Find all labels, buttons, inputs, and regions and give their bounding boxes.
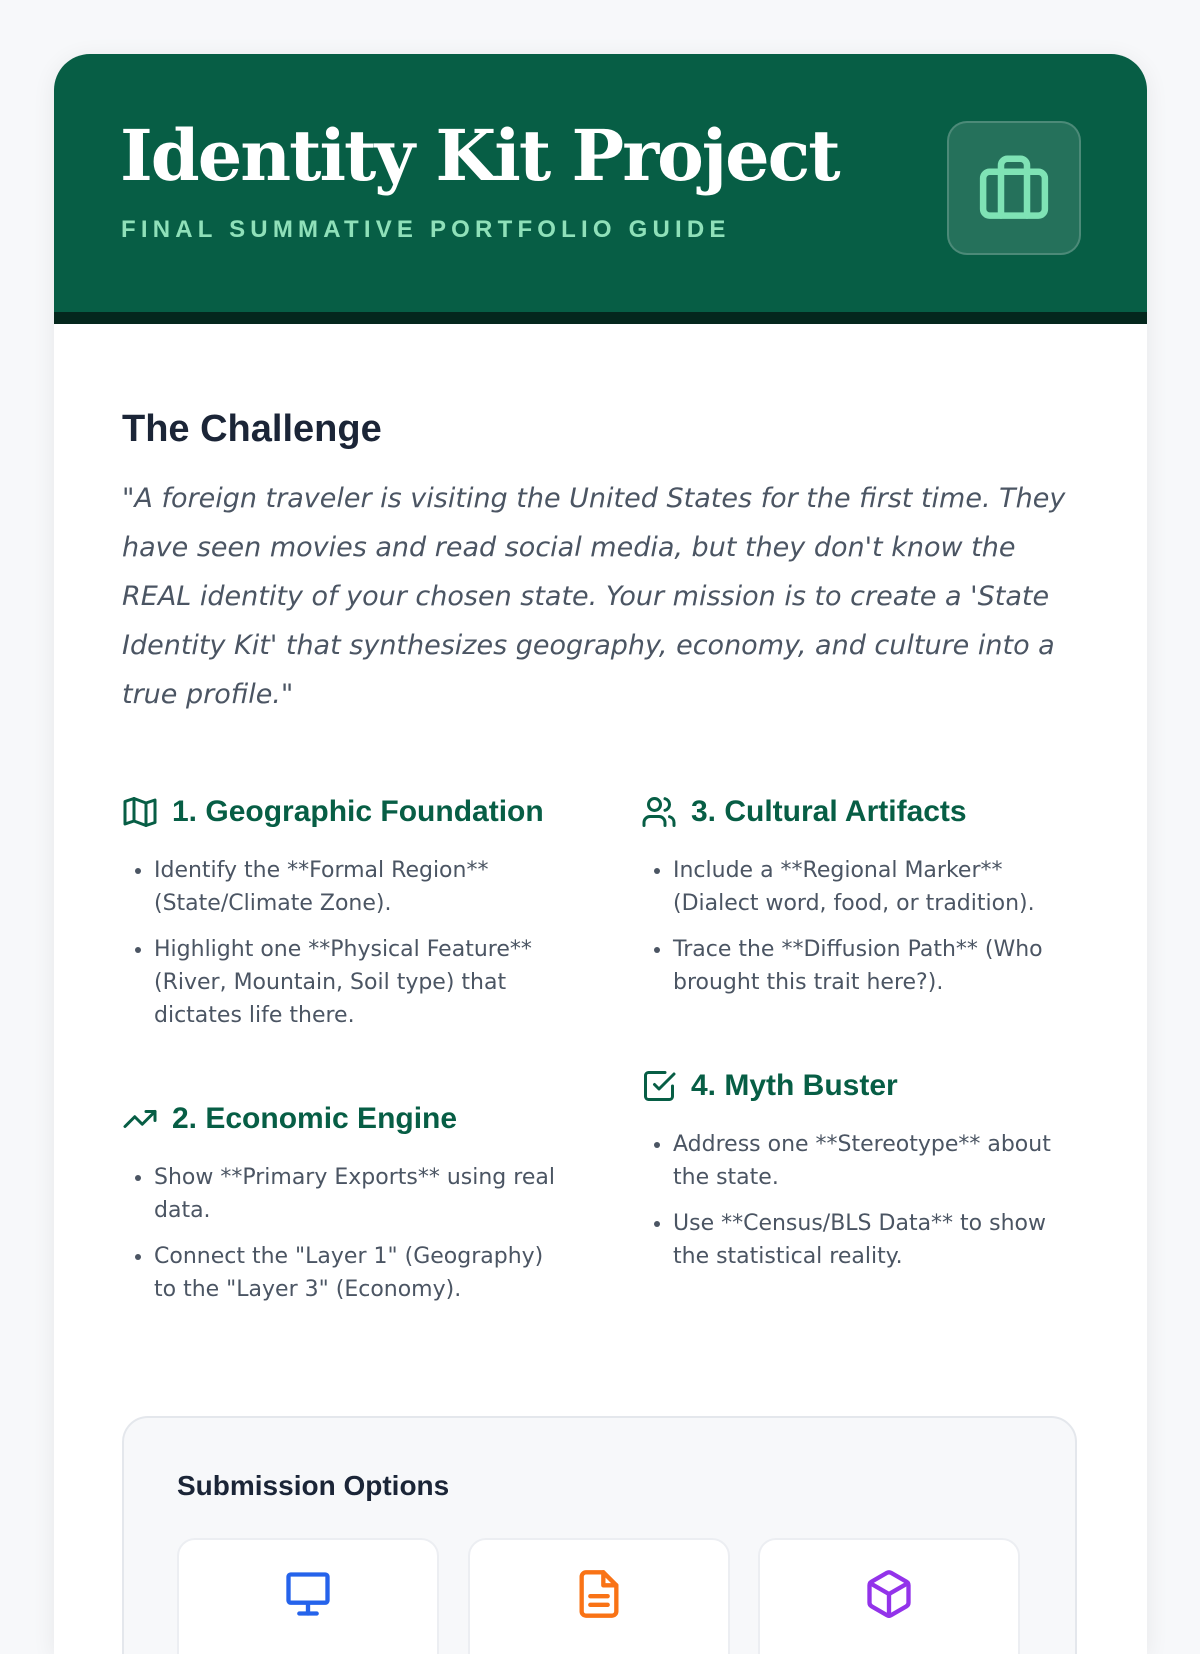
briefcase-icon bbox=[975, 149, 1053, 227]
list-item: • Identify the **Formal Region** (State/Climate Zone). bbox=[154, 854, 562, 920]
box-icon bbox=[863, 1568, 915, 1620]
header-banner bbox=[54, 54, 1147, 324]
pillar-title: 1. Geographic Foundation bbox=[172, 795, 544, 828]
document-icon bbox=[573, 1568, 625, 1620]
pillar-cultural-list bbox=[641, 854, 1081, 999]
submission-title: Submission Options bbox=[177, 1470, 450, 1501]
list-item: • Highlight one **Physical Feature** (River, Mountain, Soil type) that dictates life there. bbox=[154, 933, 562, 1032]
map-icon bbox=[122, 794, 158, 830]
pillar-title: 4. Myth Buster bbox=[691, 1069, 898, 1102]
submission-option-digital[interactable] bbox=[177, 1538, 439, 1654]
challenge-quote: "A foreign traveler is visiting the United States for the first time. They have seen movies and read social media, but they don't know the REAL identity of your chosen state. Your mission is to create a 'State Identity Kit' that synthesizes geography, economy, and culture into a true profile." bbox=[122, 483, 1066, 710]
pillar-economic-header bbox=[122, 1099, 562, 1139]
pillar-geographic bbox=[122, 792, 562, 1045]
submission-options-panel bbox=[122, 1416, 1077, 1654]
users-icon bbox=[641, 794, 677, 830]
pillar-geographic-list bbox=[122, 854, 562, 1032]
pillar-economic bbox=[122, 1099, 562, 1319]
pillar-cultural-header bbox=[641, 792, 1081, 832]
pillar-myth bbox=[641, 1066, 1081, 1286]
list-item: • Address one **Stereotype** about the state. bbox=[673, 1128, 1081, 1194]
pillar-cultural bbox=[641, 792, 1081, 1012]
check-square-icon bbox=[641, 1068, 677, 1104]
page-subtitle: FINAL SUMMATIVE PORTFOLIO GUIDE bbox=[121, 216, 731, 243]
submission-option-model[interactable] bbox=[758, 1538, 1020, 1654]
list-item: • Show **Primary Exports** using real data. bbox=[154, 1161, 562, 1227]
submission-option-document[interactable] bbox=[468, 1538, 730, 1654]
monitor-icon bbox=[282, 1568, 334, 1620]
pillar-title: 2. Economic Engine bbox=[172, 1102, 458, 1135]
list-item: • Connect the "Layer 1" (Geography) to the "Layer 3" (Economy). bbox=[154, 1240, 562, 1306]
list-item: • Trace the **Diffusion Path** (Who brought this trait here?). bbox=[673, 933, 1081, 999]
list-item: • Include a **Regional Marker** (Dialect word, food, or tradition). bbox=[673, 854, 1081, 920]
pillar-myth-header bbox=[641, 1066, 1081, 1106]
pillar-title: 3. Cultural Artifacts bbox=[691, 795, 967, 828]
header-icon-badge bbox=[947, 121, 1081, 255]
trending-up-icon bbox=[122, 1101, 158, 1137]
page-title: Identity Kit Project bbox=[120, 114, 839, 197]
pillar-myth-list bbox=[641, 1128, 1081, 1273]
guide-card bbox=[54, 54, 1147, 1654]
pillar-geographic-header bbox=[122, 792, 562, 832]
challenge-heading: The Challenge bbox=[122, 408, 382, 450]
pillar-economic-list bbox=[122, 1161, 562, 1306]
list-item: • Use **Census/BLS Data** to show the statistical reality. bbox=[673, 1207, 1081, 1273]
